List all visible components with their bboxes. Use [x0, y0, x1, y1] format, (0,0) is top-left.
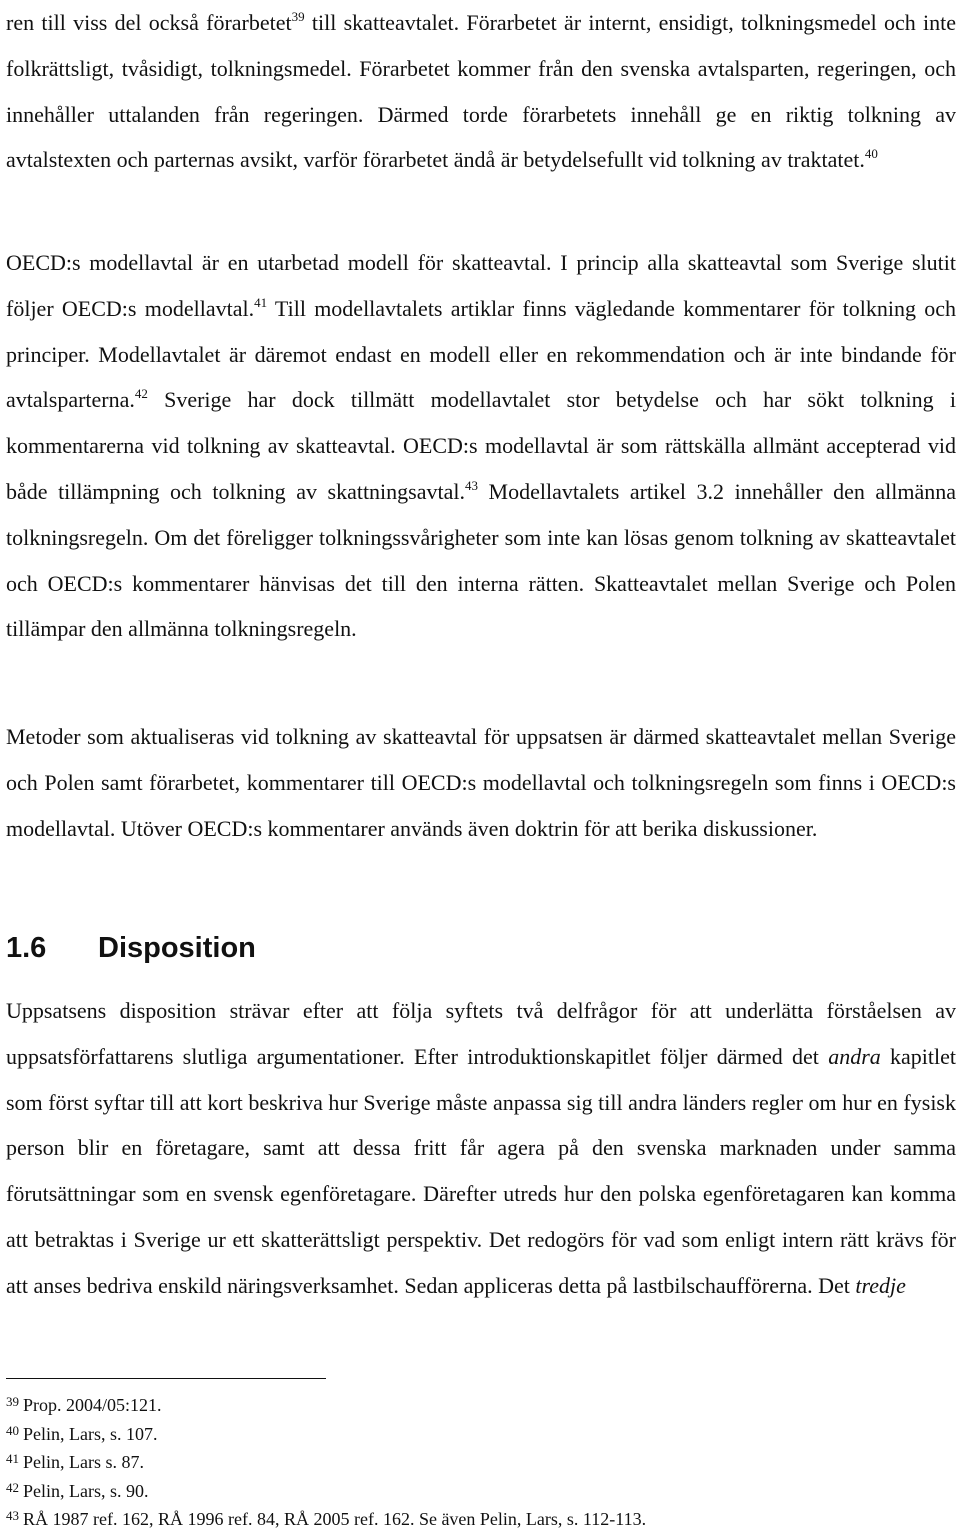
paragraph-preparatory-works — [6, 0, 956, 183]
text-run: till skatteavtalet. Förarbetet är internt, ensidigt, tolkningsmedel och inte folkrättsligt, tvåsidigt, tolkningsmedel. Förarbetet kommer från den svenska avtalsparten, regeringen, och innehåller uttalanden från regeringen. Därmed torde förarbetets innehåll ge en riktig tolkning av avtalstexten och parternas avsikt, varför förarbetet ändå är betydelsefullt vid tolkning av traktatet. — [6, 10, 956, 173]
section-number: 1.6 — [6, 932, 47, 964]
footnote-43 — [6, 1505, 956, 1534]
footnote-text: Pelin, Lars, s. 90. — [23, 1480, 149, 1501]
footnote-ref: 43 — [465, 477, 478, 493]
emphasized-text: tredje — [855, 1272, 906, 1298]
footnote-number: 43 — [6, 1508, 19, 1523]
footnote-list — [6, 1391, 956, 1534]
footnote-separator — [6, 1378, 326, 1379]
paragraph-disposition — [6, 988, 956, 1309]
section-heading — [6, 922, 256, 974]
footnote-number: 42 — [6, 1479, 19, 1495]
footnote-41 — [6, 1448, 956, 1477]
text-run: Metoder som aktualiseras vid tolkning av skatteavtal för uppsatsen är därmed skatteavtalet mellan Sverige och Polen samt förarbetet, kommentarer till OECD:s modellavtal och tolkningsregeln som finns i OECD:s modellavtal. Utöver OECD:s kommentarer används även doktrin för att berika diskussioner. — [6, 724, 956, 841]
paragraph-methods — [6, 714, 956, 851]
footnote-text: Prop. 2004/05:121. — [23, 1395, 162, 1415]
footnote-42 — [6, 1477, 956, 1506]
emphasized-text: andra — [828, 1043, 881, 1069]
section-title: Disposition — [98, 932, 256, 964]
text-run: Modellavtalets artikel 3.2 innehåller den allmänna tolkningsregeln. Om det föreligger tolkningssvårigheter som inte kan lösas genom tolkning av skatteavtalet och OECD:s kommentarer hänvisas det till den interna rätten. Skatteavtalet mellan Sverige och Polen tillämpar den allmänna tolkningsregeln. — [6, 478, 957, 642]
footnote-text: Pelin, Lars s. 87. — [23, 1452, 144, 1472]
footnote-39 — [6, 1391, 956, 1420]
footnote-number: 39 — [6, 1394, 19, 1409]
footnote-number: 40 — [6, 1422, 19, 1438]
text-run: Till modellavtalets artiklar finns vägledande kommentarer för tolkning och principer. Modellavtalet är däremot endast en modell eller en rekommendation och är inte bindande för avtalsparterna. — [6, 295, 957, 413]
text-run: OECD:s modellavtal är en utarbetad modell för skatteavtal. I princip alla skatteavtal som Sverige slutit följer OECD:s modellavtal. — [6, 250, 956, 321]
footnote-text: Pelin, Lars, s. 107. — [23, 1423, 158, 1444]
paragraph-oecd-model — [6, 240, 956, 652]
footnote-ref: 40 — [864, 146, 878, 162]
footnote-text: RÅ 1987 ref. 162, RÅ 1996 ref. 84, RÅ 2005 ref. 162. Se även Pelin, Lars, s. 112-113. — [23, 1509, 647, 1529]
footnote-ref: 39 — [291, 9, 305, 24]
text-run: Uppsatsens disposition strävar efter att följa syftets två delfrågor för att underlätta förståelsen av uppsatsförfattarens slutliga argumentationer. Efter introduktionskapitlet följer därmed det — [6, 998, 956, 1069]
footnote-ref: 42 — [134, 386, 148, 402]
text-run: kapitlet som först syftar till att kort beskriva hur Sverige måste anpassa sig till andra länders regler om hur en fysisk person blir en företagare, samt att dessa fritt får agera på den svenska marknaden under samma förutsättningar som en svensk egenföretagare. Därefter utreds hur den polska egenföretagaren kan komma att betraktas i Sverige ur ett skatterättsligt perspektiv. Det redogörs för vad som enligt intern rätt krävs för att anses bedriva enskild näringsverksamhet. Sedan appliceras detta på lastbilschaufförerna. Det — [6, 1043, 957, 1298]
footnote-number: 41 — [6, 1451, 19, 1466]
text-run: Sverige har dock tillmätt modellavtalet stor betydelse och har sökt tolkning i kommentarerna vid tolkning av skatteavtal. OECD:s modellavtal är som rättskälla allmänt accepterad vid både tillämpning och tolkning av skattningsavtal. — [6, 387, 956, 504]
footnote-ref: 41 — [254, 294, 268, 310]
footnote-40 — [6, 1420, 956, 1449]
text-run: ren till viss del också förarbetet — [6, 10, 292, 35]
